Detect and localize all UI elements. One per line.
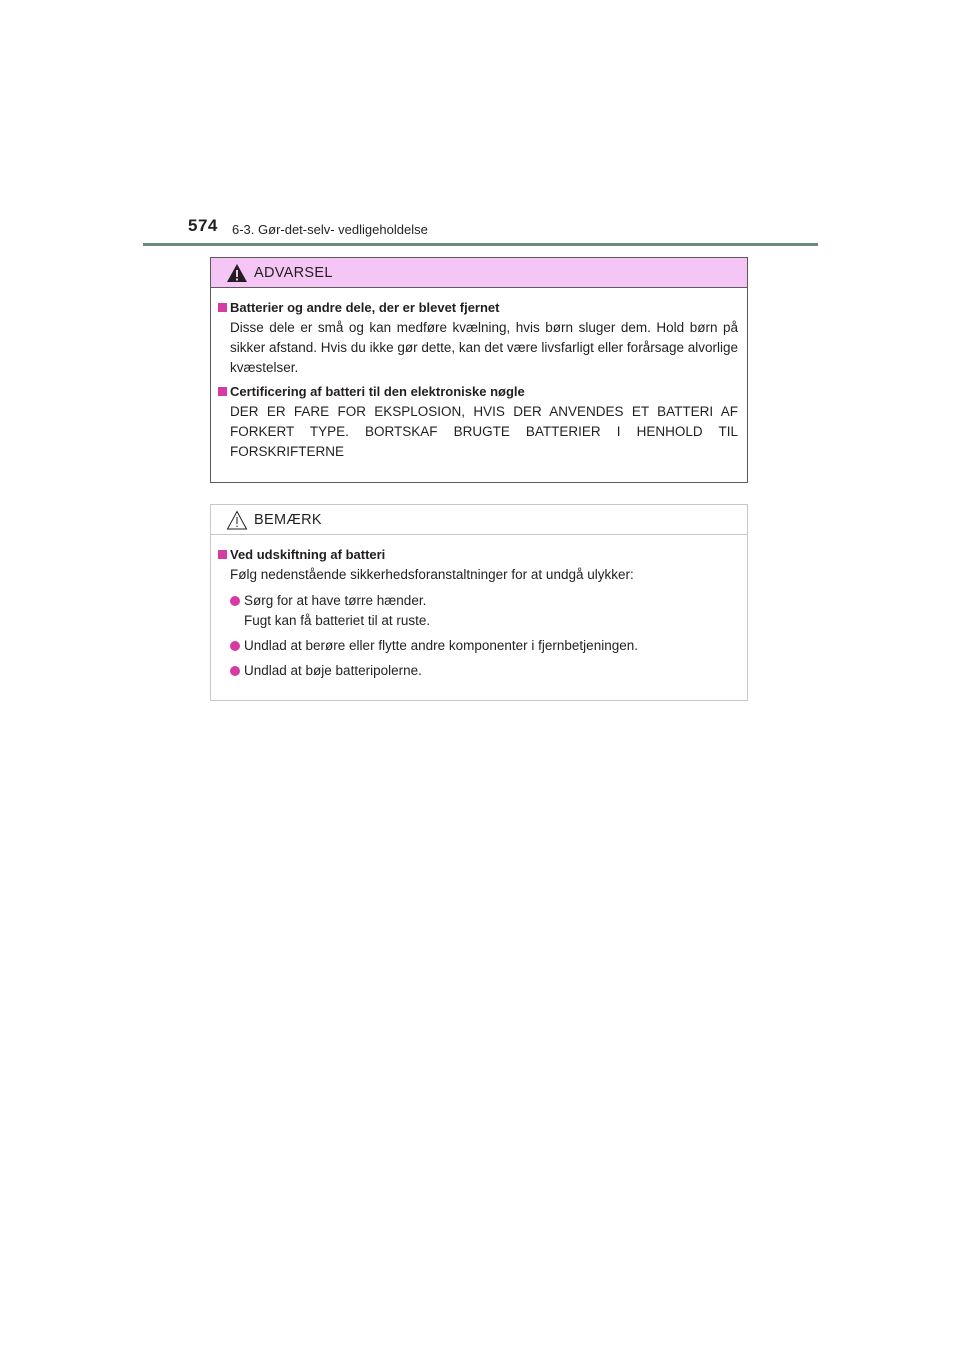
- warning-body: [211, 288, 747, 462]
- warning-item-text: Disse dele er små og kan medføre kvælning, hvis børn sluger dem. Hold børn på sikker afstand. Hvis du ikke gør dette, kan det være livsfarligt eller forårsage alvorlige kvæstelser.: [230, 320, 738, 375]
- list-item-text: Undlad at berøre eller flytte andre komponenter i fjernbetjeningen.: [244, 638, 638, 653]
- notice-box: [210, 504, 748, 701]
- list-item-text: Sørg for at have tørre hænder.: [244, 593, 427, 608]
- section-title: 6-3. Gør-det-selv- vedligeholdelse: [232, 222, 428, 237]
- warning-item-title-text: Batterier og andre dele, der er blevet fjernet: [230, 300, 500, 315]
- notice-label: BEMÆRK: [254, 512, 322, 528]
- warning-header: [211, 258, 747, 288]
- round-bullet-icon: [230, 666, 240, 676]
- square-bullet-icon: [218, 303, 227, 312]
- square-bullet-icon: [218, 387, 227, 396]
- notice-item-title-text: Ved udskiftning af batteri: [230, 547, 386, 562]
- page-number: 574: [188, 216, 218, 235]
- warning-item-title: [218, 300, 738, 315]
- notice-item-title: [218, 547, 738, 562]
- warning-triangle-icon: [226, 263, 248, 283]
- list-item-subtext: Fugt kan få batteriet til at ruste.: [244, 613, 431, 628]
- round-bullet-icon: [230, 596, 240, 606]
- warning-item-text: DER ER FARE FOR EKSPLOSION, HVIS DER ANVENDES ET BATTERI AF FORKERT TYPE. BORTSKAF BRUGTE BATTERIER I HENHOLD TIL FORSKRIFTERNE: [230, 404, 738, 459]
- notice-item-text: Følg nedenstående sikkerhedsforanstaltninger for at undgå ulykker:: [230, 567, 634, 582]
- list-item: [230, 661, 738, 681]
- header-rule: [143, 243, 818, 246]
- list-item-text: Undlad at bøje batteripolerne.: [244, 663, 422, 678]
- warning-item-title: [218, 384, 738, 399]
- notice-body: [211, 535, 747, 681]
- list-item: [230, 636, 738, 656]
- warning-item-title-text: Certificering af batteri til den elektroniske nøgle: [230, 384, 525, 399]
- caution-triangle-icon: [226, 510, 248, 530]
- notice-header: [211, 505, 747, 535]
- square-bullet-icon: [218, 550, 227, 559]
- warning-label: ADVARSEL: [254, 265, 333, 281]
- warning-box: [210, 257, 748, 483]
- list-item: [230, 591, 738, 631]
- round-bullet-icon: [230, 641, 240, 651]
